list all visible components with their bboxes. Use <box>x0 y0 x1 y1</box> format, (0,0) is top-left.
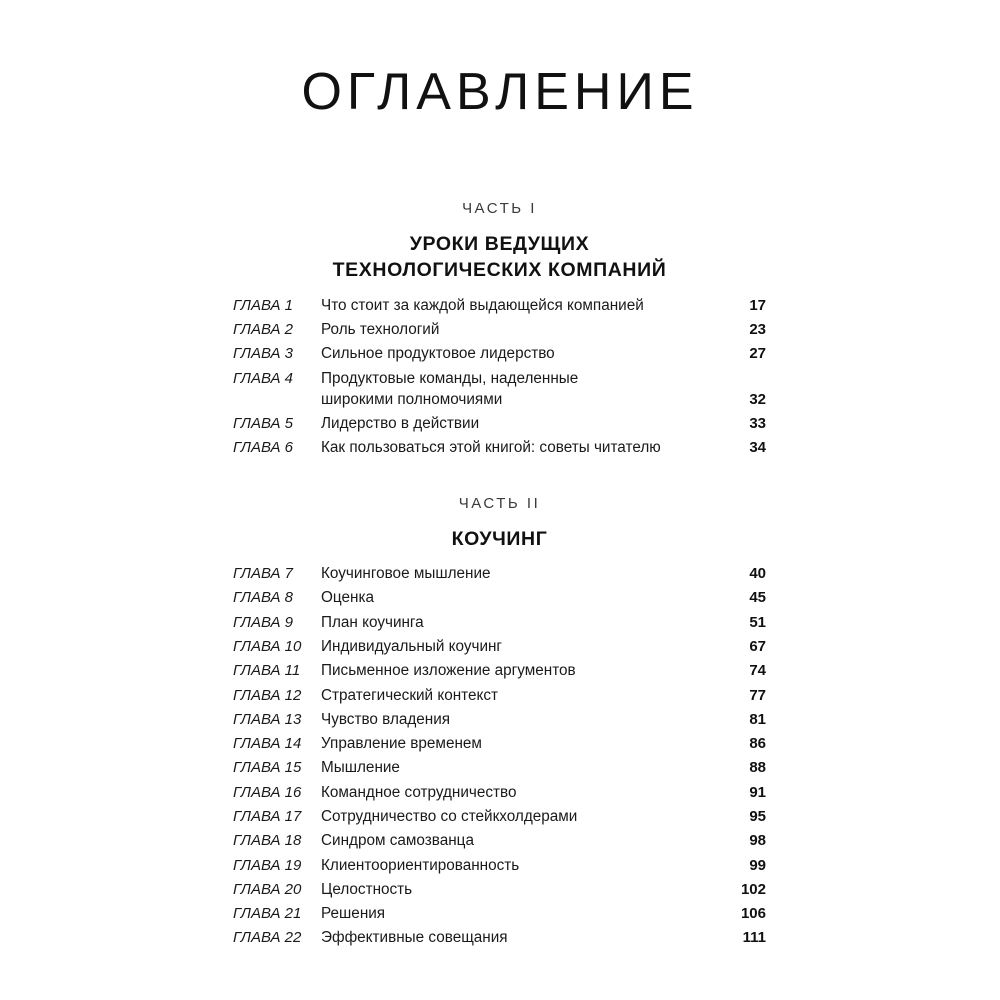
page-number: 106 <box>740 905 766 923</box>
chapter-label: ГЛАВА 8 <box>233 589 293 607</box>
page-number: 27 <box>749 345 766 363</box>
chapter-label: ГЛАВА 20 <box>233 880 302 898</box>
page-number: 98 <box>749 832 766 850</box>
page-number: 81 <box>749 710 766 728</box>
toc-entry-list-1 <box>233 298 766 456</box>
chapter-label: ГЛАВА 4 <box>233 369 293 387</box>
page-number: 86 <box>749 735 766 753</box>
page-number: 95 <box>749 807 766 825</box>
part-section-2 <box>233 495 1000 946</box>
chapter-title: широкими полномочиями <box>321 390 503 408</box>
list-item[interactable] <box>233 736 766 751</box>
chapter-label: ГЛАВА 12 <box>233 686 302 704</box>
chapter-title: Решения <box>321 905 386 923</box>
page-number: 67 <box>749 637 766 655</box>
list-item[interactable] <box>233 833 766 848</box>
list-item[interactable] <box>233 906 766 921</box>
chapter-title: Эффективные совещания <box>321 929 508 947</box>
chapter-title: Индивидуальный коучинг <box>321 637 503 655</box>
chapter-title: Командное сотрудничество <box>321 783 517 801</box>
chapter-label: ГЛАВА 2 <box>233 320 293 338</box>
chapter-label: ГЛАВА 15 <box>233 759 302 777</box>
chapter-label: ГЛАВА 6 <box>233 439 293 457</box>
chapter-title: Стратегический контекст <box>321 686 499 704</box>
page-number: 40 <box>749 565 766 583</box>
page-number: 77 <box>749 686 766 704</box>
toc-content <box>0 200 1000 946</box>
chapter-label: ГЛАВА 7 <box>233 565 293 583</box>
list-item[interactable] <box>233 663 766 678</box>
chapter-label: ГЛАВА 22 <box>233 929 302 947</box>
chapter-title: Клиентоориентированность <box>321 856 520 874</box>
chapter-title: Управление временем <box>321 735 482 753</box>
page-number: 111 <box>742 929 766 947</box>
chapter-label: ГЛАВА 21 <box>233 905 302 923</box>
part-title <box>233 231 766 284</box>
part-title-line-1: КОУЧИНГ <box>451 527 548 550</box>
chapter-title: Коучинговое мышление <box>321 565 491 583</box>
page-title: ОГЛАВЛЕНИЕ <box>301 63 699 121</box>
page-number: 102 <box>740 880 766 898</box>
page-number: 34 <box>749 439 766 457</box>
list-item[interactable] <box>233 440 766 455</box>
toc-entry-list-2 <box>233 566 766 946</box>
list-item[interactable] <box>233 615 766 630</box>
chapter-title: Что стоит за каждой выдающейся компанией <box>321 296 644 314</box>
part-label: ЧАСТЬ I <box>462 200 537 217</box>
chapter-label: ГЛАВА 16 <box>233 783 302 801</box>
page-number: 74 <box>749 662 766 680</box>
part-title-line-1: УРОКИ ВЕДУЩИХ <box>409 233 590 255</box>
list-item[interactable] <box>233 688 766 703</box>
list-item[interactable] <box>233 298 766 313</box>
chapter-label: ГЛАВА 18 <box>233 832 302 850</box>
list-item[interactable] <box>233 590 766 605</box>
page-number: 32 <box>749 390 766 408</box>
list-item[interactable] <box>233 809 766 824</box>
part-label: ЧАСТЬ II <box>458 494 541 512</box>
chapter-title: Лидерство в действии <box>321 415 480 433</box>
page-number: 17 <box>749 296 766 314</box>
chapter-label: ГЛАВА 3 <box>233 345 293 363</box>
chapter-label: ГЛАВА 17 <box>233 807 302 825</box>
part-title-line-2: ТЕХНОЛОГИЧЕСКИХ КОМПАНИЙ <box>332 259 667 282</box>
page-number: 88 <box>749 759 766 777</box>
chapter-title: Сильное продуктовое лидерство <box>321 345 555 363</box>
chapter-label: ГЛАВА 11 <box>233 662 301 680</box>
page-number: 33 <box>749 415 766 433</box>
chapter-label: ГЛАВА 9 <box>233 613 293 631</box>
chapter-title: Письменное изложение аргументов <box>321 662 576 680</box>
list-item[interactable] <box>233 346 766 361</box>
chapter-title: Чувство владения <box>321 710 451 728</box>
list-item[interactable] <box>233 785 766 800</box>
page-number: 91 <box>749 783 766 801</box>
list-item[interactable] <box>233 858 766 873</box>
page-number: 45 <box>749 589 766 607</box>
chapter-label: ГЛАВА 5 <box>233 415 293 433</box>
list-item[interactable] <box>233 882 766 897</box>
list-item[interactable] <box>233 639 766 654</box>
page-number: 99 <box>749 856 766 874</box>
list-item[interactable] <box>233 760 766 775</box>
list-item[interactable] <box>233 416 766 431</box>
chapter-title: Сотрудничество со стейкхолдерами <box>321 807 578 825</box>
chapter-title: Продуктовые команды, наделенные <box>321 369 579 387</box>
page-number: 23 <box>749 320 766 338</box>
section-spacer <box>233 465 1000 495</box>
part-section-1 <box>233 200 1000 456</box>
list-item[interactable] <box>233 371 766 386</box>
list-item[interactable] <box>233 566 766 581</box>
chapter-label: ГЛАВА 1 <box>233 296 293 314</box>
chapter-title: Как пользоваться этой книгой: советы читателю <box>321 439 661 457</box>
chapter-title: План коучинга <box>321 613 424 631</box>
list-item-continuation[interactable] <box>233 392 766 407</box>
part-title <box>233 526 766 552</box>
chapter-label: ГЛАВА 10 <box>233 637 302 655</box>
chapter-title: Оценка <box>321 589 374 607</box>
chapter-title: Роль технологий <box>321 320 440 338</box>
list-item[interactable] <box>233 322 766 337</box>
list-item[interactable] <box>233 712 766 727</box>
chapter-title: Целостность <box>321 880 413 898</box>
page-number: 51 <box>749 613 766 631</box>
chapter-label: ГЛАВА 19 <box>233 856 302 874</box>
chapter-label: ГЛАВА 13 <box>233 710 302 728</box>
chapter-label: ГЛАВА 14 <box>233 735 302 753</box>
list-item[interactable] <box>233 930 766 945</box>
chapter-title: Синдром самозванца <box>321 832 474 850</box>
chapter-title: Мышление <box>321 759 400 777</box>
